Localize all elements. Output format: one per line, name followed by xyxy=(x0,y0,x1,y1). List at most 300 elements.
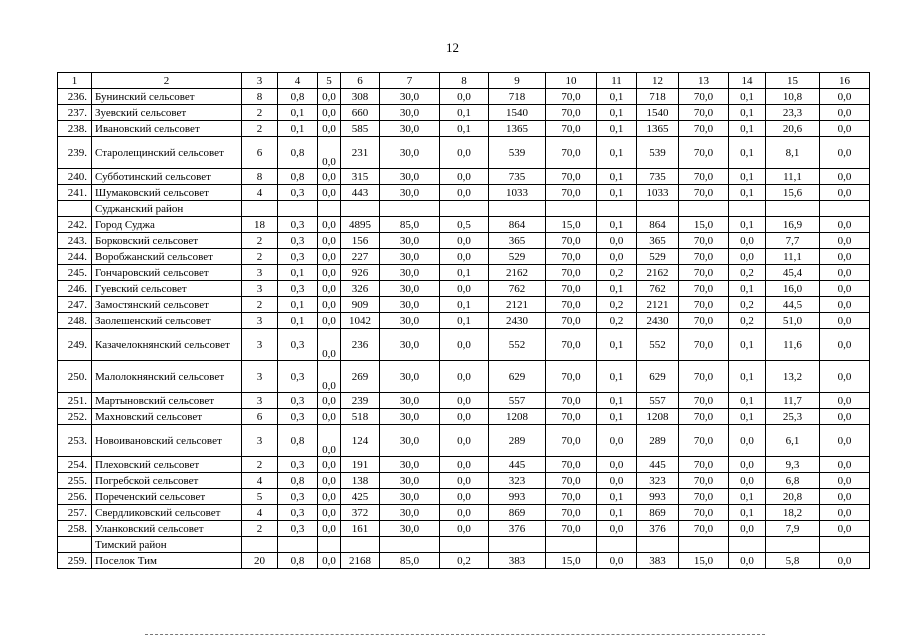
table-cell: 70,0 xyxy=(546,313,597,329)
table-cell: 718 xyxy=(489,89,546,105)
table-cell: 0,8 xyxy=(278,425,318,457)
table-cell: 70,0 xyxy=(679,121,729,137)
table-cell: 0,3 xyxy=(278,217,318,233)
table-cell: 3 xyxy=(242,393,278,409)
table-cell: 289 xyxy=(489,425,546,457)
row-number: 240. xyxy=(58,169,92,185)
table-cell: 70,0 xyxy=(679,457,729,473)
table-cell xyxy=(729,201,766,217)
table-cell: 0,0 xyxy=(440,329,489,361)
table-cell: 30,0 xyxy=(380,505,440,521)
table-cell: 909 xyxy=(341,297,380,313)
table-cell: 70,0 xyxy=(546,105,597,121)
table-cell: 735 xyxy=(637,169,679,185)
table-cell: 70,0 xyxy=(546,457,597,473)
table-cell: 0,0 xyxy=(729,457,766,473)
table-cell: 529 xyxy=(637,249,679,265)
table-cell: 0,0 xyxy=(597,473,637,489)
table-cell: 3 xyxy=(242,329,278,361)
table-cell: 70,0 xyxy=(546,297,597,313)
table-cell: 0,0 xyxy=(440,473,489,489)
table-cell: 3 xyxy=(242,313,278,329)
table-cell: 2121 xyxy=(489,297,546,313)
table-cell: 0,3 xyxy=(278,505,318,521)
table-cell: 0,0 xyxy=(318,89,341,105)
table-cell: 0,0 xyxy=(440,89,489,105)
table-cell: 70,0 xyxy=(546,137,597,169)
table-row xyxy=(58,121,870,137)
table-cell: 3 xyxy=(242,425,278,457)
table-cell: 0,0 xyxy=(440,281,489,297)
table-cell: 6 xyxy=(242,409,278,425)
table-cell: 323 xyxy=(489,473,546,489)
table-cell: 70,0 xyxy=(679,505,729,521)
municipality-name: Старолещинский сельсовет xyxy=(92,137,242,169)
table-cell: 0,2 xyxy=(440,553,489,569)
table-cell: 0,3 xyxy=(278,233,318,249)
table-cell: 0,0 xyxy=(318,425,341,457)
municipality-name: Казачелокнянский сельсовет xyxy=(92,329,242,361)
table-cell: 993 xyxy=(637,489,679,505)
table-cell: 70,0 xyxy=(679,105,729,121)
table-cell: 0,0 xyxy=(820,489,870,505)
table-row xyxy=(58,457,870,473)
table-cell: 70,0 xyxy=(679,281,729,297)
table-cell: 0,1 xyxy=(440,265,489,281)
row-number: 252. xyxy=(58,409,92,425)
table-cell: 0,5 xyxy=(440,217,489,233)
table-cell: 869 xyxy=(637,505,679,521)
table-cell: 0,1 xyxy=(729,361,766,393)
table-row xyxy=(58,553,870,569)
table-cell: 0,0 xyxy=(597,249,637,265)
table-cell xyxy=(766,537,820,553)
table-cell: 0,1 xyxy=(729,281,766,297)
table-cell xyxy=(341,537,380,553)
table-cell: 518 xyxy=(341,409,380,425)
table-row xyxy=(58,425,870,457)
table-cell: 2121 xyxy=(637,297,679,313)
table-cell: 0,0 xyxy=(318,457,341,473)
table-cell: 231 xyxy=(341,137,380,169)
municipality-name: Новоивановский сельсовет xyxy=(92,425,242,457)
table-cell: 762 xyxy=(489,281,546,297)
table-cell: 30,0 xyxy=(380,233,440,249)
municipality-name: Заолешенский сельсовет xyxy=(92,313,242,329)
table-cell: 0,0 xyxy=(820,505,870,521)
table-cell: 0,2 xyxy=(597,313,637,329)
table-cell: 18 xyxy=(242,217,278,233)
table-cell: 70,0 xyxy=(679,89,729,105)
row-number: 250. xyxy=(58,361,92,393)
table-cell xyxy=(278,201,318,217)
table-cell: 11,7 xyxy=(766,393,820,409)
table-cell: 0,0 xyxy=(440,489,489,505)
table-cell: 0,0 xyxy=(318,249,341,265)
table-cell: 0,1 xyxy=(278,121,318,137)
table-cell: 0,3 xyxy=(278,409,318,425)
table-cell xyxy=(341,201,380,217)
table-cell: 161 xyxy=(341,521,380,537)
table-cell xyxy=(242,537,278,553)
table-cell: 138 xyxy=(341,473,380,489)
table-cell: 191 xyxy=(341,457,380,473)
table-cell: 7,9 xyxy=(766,521,820,537)
table-cell: 0,1 xyxy=(597,217,637,233)
column-header: 5 xyxy=(318,73,341,89)
table-cell: 629 xyxy=(489,361,546,393)
table-cell: 0,0 xyxy=(820,137,870,169)
table-cell: 0,0 xyxy=(820,281,870,297)
municipality-name: Малолокнянский сельсовет xyxy=(92,361,242,393)
table-cell: 2430 xyxy=(637,313,679,329)
table-cell: 629 xyxy=(637,361,679,393)
table-cell xyxy=(440,537,489,553)
table-cell: 2430 xyxy=(489,313,546,329)
table-cell: 15,0 xyxy=(679,217,729,233)
table-row xyxy=(58,361,870,393)
table-cell xyxy=(637,537,679,553)
table-cell: 70,0 xyxy=(679,233,729,249)
table-cell: 529 xyxy=(489,249,546,265)
table-cell: 20 xyxy=(242,553,278,569)
table-cell: 70,0 xyxy=(679,425,729,457)
table-cell: 0,0 xyxy=(820,185,870,201)
row-number: 246. xyxy=(58,281,92,297)
column-header: 4 xyxy=(278,73,318,89)
table-cell: 1042 xyxy=(341,313,380,329)
table-cell: 0,3 xyxy=(278,281,318,297)
table-cell: 2 xyxy=(242,121,278,137)
table-cell: 735 xyxy=(489,169,546,185)
row-number: 259. xyxy=(58,553,92,569)
column-header: 11 xyxy=(597,73,637,89)
table-cell: 30,0 xyxy=(380,169,440,185)
table-cell: 0,1 xyxy=(729,489,766,505)
row-number: 255. xyxy=(58,473,92,489)
table-cell: 0,0 xyxy=(440,521,489,537)
table-row xyxy=(58,489,870,505)
municipality-name: Шумаковский сельсовет xyxy=(92,185,242,201)
table-cell: 269 xyxy=(341,361,380,393)
table-cell: 10,8 xyxy=(766,89,820,105)
column-header: 8 xyxy=(440,73,489,89)
table-cell: 70,0 xyxy=(679,409,729,425)
table-cell: 425 xyxy=(341,489,380,505)
table-cell: 0,1 xyxy=(278,265,318,281)
table-cell: 0,0 xyxy=(318,105,341,121)
table-cell: 445 xyxy=(637,457,679,473)
table-cell: 0,0 xyxy=(820,265,870,281)
table-cell: 30,0 xyxy=(380,185,440,201)
table-cell: 0,1 xyxy=(597,169,637,185)
table-cell: 30,0 xyxy=(380,425,440,457)
table-cell: 16,0 xyxy=(766,281,820,297)
table-cell xyxy=(820,201,870,217)
table-cell: 2 xyxy=(242,249,278,265)
table-cell: 227 xyxy=(341,249,380,265)
table-cell xyxy=(489,537,546,553)
table-row xyxy=(58,297,870,313)
table-cell: 9,3 xyxy=(766,457,820,473)
table-cell: 0,0 xyxy=(597,233,637,249)
table-cell: 376 xyxy=(637,521,679,537)
table-cell: 8,1 xyxy=(766,137,820,169)
table-cell: 0,2 xyxy=(729,313,766,329)
table-cell: 0,3 xyxy=(278,249,318,265)
table-cell: 70,0 xyxy=(546,169,597,185)
table-cell: 0,0 xyxy=(820,169,870,185)
table-cell: 1540 xyxy=(637,105,679,121)
table-cell: 6,8 xyxy=(766,473,820,489)
table-cell: 70,0 xyxy=(679,137,729,169)
table-cell: 70,0 xyxy=(546,281,597,297)
table-cell: 1365 xyxy=(489,121,546,137)
table-cell: 0,1 xyxy=(440,297,489,313)
table-row xyxy=(58,169,870,185)
table-cell: 1540 xyxy=(489,105,546,121)
row-number: 244. xyxy=(58,249,92,265)
table-cell: 0,8 xyxy=(278,553,318,569)
municipality-name: Город Суджа xyxy=(92,217,242,233)
table-cell: 0,0 xyxy=(820,425,870,457)
table-cell: 0,0 xyxy=(440,169,489,185)
table-cell: 365 xyxy=(637,233,679,249)
table-cell: 1365 xyxy=(637,121,679,137)
column-header: 3 xyxy=(242,73,278,89)
table-cell: 2 xyxy=(242,297,278,313)
table-cell: 70,0 xyxy=(546,361,597,393)
table-row xyxy=(58,265,870,281)
table-cell: 2 xyxy=(242,521,278,537)
table-cell: 30,0 xyxy=(380,361,440,393)
municipality-name: Ивановский сельсовет xyxy=(92,121,242,137)
row-number: 248. xyxy=(58,313,92,329)
table-cell: 0,0 xyxy=(318,233,341,249)
table-cell: 4 xyxy=(242,505,278,521)
table-cell: 289 xyxy=(637,425,679,457)
column-header: 15 xyxy=(766,73,820,89)
table-cell: 30,0 xyxy=(380,121,440,137)
table-cell: 124 xyxy=(341,425,380,457)
table-cell: 383 xyxy=(489,553,546,569)
column-header: 1 xyxy=(58,73,92,89)
column-header: 10 xyxy=(546,73,597,89)
table-cell: 0,1 xyxy=(440,313,489,329)
table-cell: 326 xyxy=(341,281,380,297)
table-cell: 3 xyxy=(242,265,278,281)
table-cell xyxy=(546,537,597,553)
table-cell: 0,0 xyxy=(440,425,489,457)
row-number: 258. xyxy=(58,521,92,537)
table-cell: 0,0 xyxy=(440,393,489,409)
table-cell: 70,0 xyxy=(679,393,729,409)
table-cell: 20,6 xyxy=(766,121,820,137)
municipality-name: Борковский сельсовет xyxy=(92,233,242,249)
table-cell: 0,8 xyxy=(278,137,318,169)
table-cell: 0,1 xyxy=(597,329,637,361)
table-cell: 70,0 xyxy=(546,249,597,265)
table-cell: 0,2 xyxy=(729,297,766,313)
table-cell: 0,1 xyxy=(729,185,766,201)
table-cell: 539 xyxy=(637,137,679,169)
table-cell: 0,1 xyxy=(729,89,766,105)
table-cell: 0,0 xyxy=(820,393,870,409)
table-cell: 0,0 xyxy=(597,425,637,457)
table-row xyxy=(58,521,870,537)
table-cell: 0,1 xyxy=(597,281,637,297)
table-cell: 0,0 xyxy=(597,521,637,537)
section-label: Тимский район xyxy=(92,537,242,553)
table-cell: 8 xyxy=(242,89,278,105)
table-cell: 557 xyxy=(489,393,546,409)
row-number: 237. xyxy=(58,105,92,121)
table-row xyxy=(58,409,870,425)
municipality-name: Замостянский сельсовет xyxy=(92,297,242,313)
table-cell xyxy=(679,201,729,217)
table-cell: 70,0 xyxy=(679,329,729,361)
table-cell: 1208 xyxy=(489,409,546,425)
table-cell xyxy=(380,201,440,217)
table-cell: 0,3 xyxy=(278,457,318,473)
table-cell: 70,0 xyxy=(679,265,729,281)
table-cell: 30,0 xyxy=(380,105,440,121)
table-cell: 11,1 xyxy=(766,249,820,265)
table-cell xyxy=(242,201,278,217)
table-cell: 0,1 xyxy=(729,409,766,425)
table-cell: 0,0 xyxy=(440,361,489,393)
table-cell: 445 xyxy=(489,457,546,473)
table-cell: 85,0 xyxy=(380,217,440,233)
table-cell: 0,0 xyxy=(318,361,341,393)
table-cell: 718 xyxy=(637,89,679,105)
table-cell: 1033 xyxy=(637,185,679,201)
row-number: 245. xyxy=(58,265,92,281)
table-row xyxy=(58,473,870,489)
table-cell: 0,0 xyxy=(820,121,870,137)
table-cell: 0,0 xyxy=(820,457,870,473)
table-cell: 13,2 xyxy=(766,361,820,393)
table-cell: 2168 xyxy=(341,553,380,569)
table-cell: 30,0 xyxy=(380,281,440,297)
row-number: 236. xyxy=(58,89,92,105)
row-number: 251. xyxy=(58,393,92,409)
table-cell: 15,6 xyxy=(766,185,820,201)
table-cell: 25,3 xyxy=(766,409,820,425)
table-cell: 0,1 xyxy=(597,121,637,137)
municipality-name: Поселок Тим xyxy=(92,553,242,569)
table-cell: 0,0 xyxy=(820,89,870,105)
table-cell: 0,3 xyxy=(278,521,318,537)
table-cell: 0,0 xyxy=(318,217,341,233)
municipality-name: Махновский сельсовет xyxy=(92,409,242,425)
table-cell: 0,1 xyxy=(440,121,489,137)
table-cell: 0,1 xyxy=(729,329,766,361)
table-cell: 383 xyxy=(637,553,679,569)
table-cell: 15,0 xyxy=(679,553,729,569)
table-cell xyxy=(546,201,597,217)
table-cell: 0,0 xyxy=(318,265,341,281)
table-cell: 926 xyxy=(341,265,380,281)
table-cell: 7,7 xyxy=(766,233,820,249)
table-cell: 0,0 xyxy=(318,185,341,201)
table-cell: 585 xyxy=(341,121,380,137)
table-cell: 0,0 xyxy=(440,505,489,521)
table-cell: 30,0 xyxy=(380,313,440,329)
table-cell: 70,0 xyxy=(546,473,597,489)
table-cell: 539 xyxy=(489,137,546,169)
table-cell xyxy=(278,537,318,553)
table-cell xyxy=(637,201,679,217)
table-cell: 0,0 xyxy=(820,409,870,425)
table-cell: 0,0 xyxy=(318,329,341,361)
table-cell: 0,1 xyxy=(597,505,637,521)
row-number: 257. xyxy=(58,505,92,521)
table-cell: 365 xyxy=(489,233,546,249)
table-cell: 2162 xyxy=(489,265,546,281)
table-cell: 70,0 xyxy=(546,409,597,425)
column-header: 13 xyxy=(679,73,729,89)
table-cell: 70,0 xyxy=(679,473,729,489)
table-cell: 1208 xyxy=(637,409,679,425)
table-cell xyxy=(380,537,440,553)
table-cell: 323 xyxy=(637,473,679,489)
table-cell: 0,0 xyxy=(729,425,766,457)
header-row xyxy=(58,73,870,89)
table-cell: 0,0 xyxy=(440,409,489,425)
table-cell: 0,0 xyxy=(820,473,870,489)
table-cell: 70,0 xyxy=(679,169,729,185)
table-cell: 0,1 xyxy=(597,409,637,425)
row-number: 247. xyxy=(58,297,92,313)
table-cell xyxy=(766,201,820,217)
table-cell: 869 xyxy=(489,505,546,521)
table-cell: 30,0 xyxy=(380,249,440,265)
table-row xyxy=(58,505,870,521)
table-cell: 51,0 xyxy=(766,313,820,329)
table-cell: 70,0 xyxy=(546,521,597,537)
table-cell: 0,1 xyxy=(729,393,766,409)
municipality-name: Гуевский сельсовет xyxy=(92,281,242,297)
table-cell: 0,0 xyxy=(729,249,766,265)
table-cell: 0,0 xyxy=(820,105,870,121)
table-cell: 0,0 xyxy=(597,457,637,473)
section-row xyxy=(58,537,870,553)
table-cell: 864 xyxy=(489,217,546,233)
table-row xyxy=(58,89,870,105)
row-number: 242. xyxy=(58,217,92,233)
bottom-rule xyxy=(145,634,765,635)
column-header: 2 xyxy=(92,73,242,89)
table-cell: 20,8 xyxy=(766,489,820,505)
column-header: 7 xyxy=(380,73,440,89)
table-cell: 70,0 xyxy=(546,89,597,105)
table-cell: 30,0 xyxy=(380,329,440,361)
table-cell: 70,0 xyxy=(546,425,597,457)
table-cell: 2162 xyxy=(637,265,679,281)
page-number: 12 xyxy=(446,40,459,55)
table-cell: 45,4 xyxy=(766,265,820,281)
table-cell xyxy=(597,201,637,217)
municipality-name: Гончаровский сельсовет xyxy=(92,265,242,281)
table-cell: 4 xyxy=(242,473,278,489)
table-cell: 0,0 xyxy=(318,297,341,313)
table-cell: 0,0 xyxy=(440,233,489,249)
table-cell: 30,0 xyxy=(380,521,440,537)
table-row xyxy=(58,185,870,201)
row-number: 243. xyxy=(58,233,92,249)
table-cell: 0,1 xyxy=(729,105,766,121)
